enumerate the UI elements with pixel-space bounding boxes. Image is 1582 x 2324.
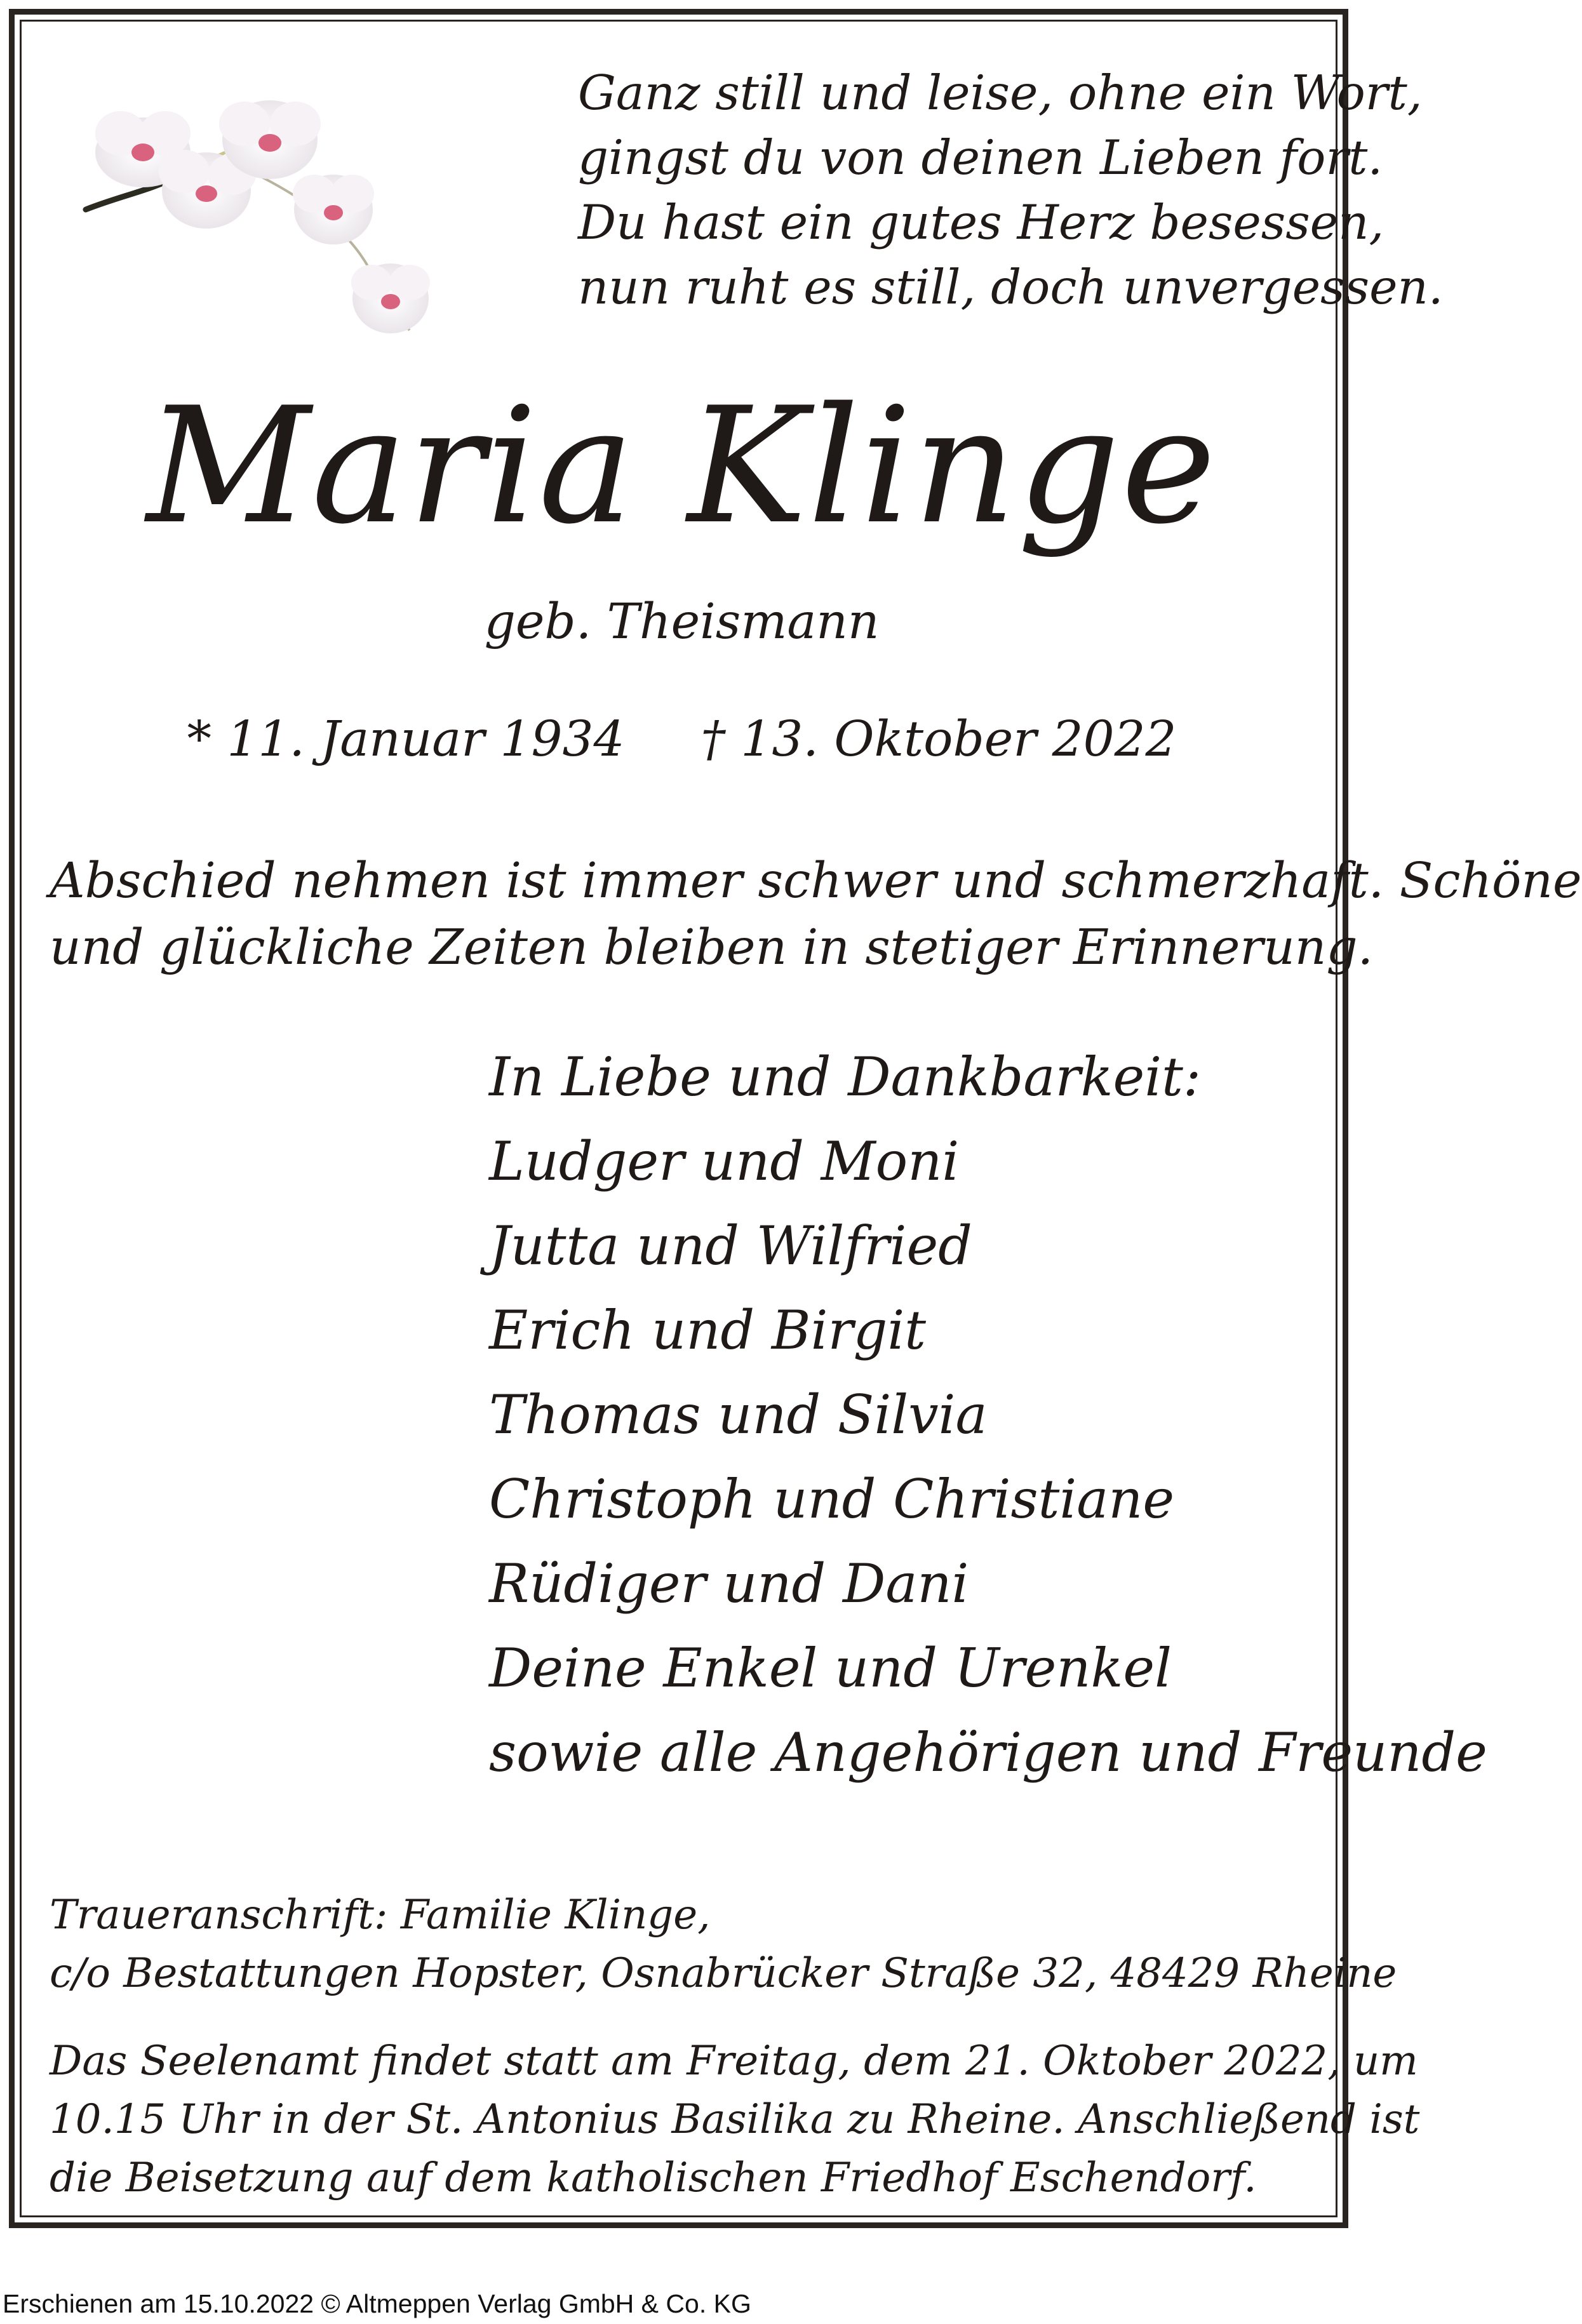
mourner-entry: Thomas und Silvia	[489, 1384, 988, 1446]
death-date: † 13. Oktober 2022	[701, 711, 1177, 768]
poem-line: nun ruht es still, doch unvergessen.	[578, 259, 1444, 315]
orchid-branch-icon	[79, 63, 486, 349]
birth-date: * 11. Januar 1934	[187, 711, 625, 768]
deceased-name: Maria Klinge	[146, 373, 1217, 559]
mourner-entry: Erich und Birgit	[489, 1299, 926, 1361]
memorial-poem	[578, 60, 1444, 319]
address-line: c/o Bestattungen Hopster, Osnabrücker Straße 32, 48429 Rheine	[50, 1950, 1397, 1997]
mourner-entry: Christoph und Christiane	[489, 1468, 1175, 1530]
poem-line: Du hast ein gutes Herz besessen,	[578, 194, 1384, 250]
farewell-line: und glückliche Zeiten bleiben in stetiger Erinnerung.	[50, 919, 1374, 976]
mourner-entry: Deine Enkel und Urenkel	[489, 1637, 1172, 1699]
orchid-flower-4	[293, 175, 374, 244]
service-line: Das Seelenamt findet statt am Freitag, dem 21. Oktober 2022, um	[50, 2038, 1418, 2085]
farewell-text	[50, 848, 1582, 981]
mourner-entry: Rüdiger und Dani	[489, 1553, 969, 1615]
publication-footer: Erschienen am 15.10.2022 © Altmeppen Verlag GmbH & Co. KG	[3, 2289, 751, 2318]
farewell-line: Abschied nehmen ist immer schwer und schmerzhaft. Schöne	[50, 853, 1582, 909]
mourners-list	[489, 1035, 1487, 1795]
address-line: Traueranschrift: Familie Klinge,	[50, 1892, 711, 1939]
mourners-heading: In Liebe und Dankbarkeit:	[489, 1046, 1202, 1108]
birth-name: geb. Theismann	[484, 594, 880, 650]
mourning-address	[50, 1886, 1397, 2003]
service-line: 10.15 Uhr in der St. Antonius Basilika zu Rheine. Anschließend ist	[50, 2096, 1420, 2143]
life-dates	[0, 708, 1364, 771]
poem-line: Ganz still und leise, ohne ein Wort,	[578, 65, 1423, 121]
service-line: die Beisetzung auf dem katholischen Friedhof Eschendorf.	[50, 2154, 1257, 2201]
poem-line: gingst du von deinen Lieben fort.	[578, 130, 1383, 185]
mourner-entry: sowie alle Angehörigen und Freunde	[489, 1721, 1487, 1784]
orchid-flower-5	[351, 264, 430, 333]
funeral-service-info	[50, 2032, 1420, 2207]
mourner-entry: Ludger und Moni	[489, 1130, 960, 1192]
mourner-entry: Jutta und Wilfried	[489, 1215, 972, 1277]
